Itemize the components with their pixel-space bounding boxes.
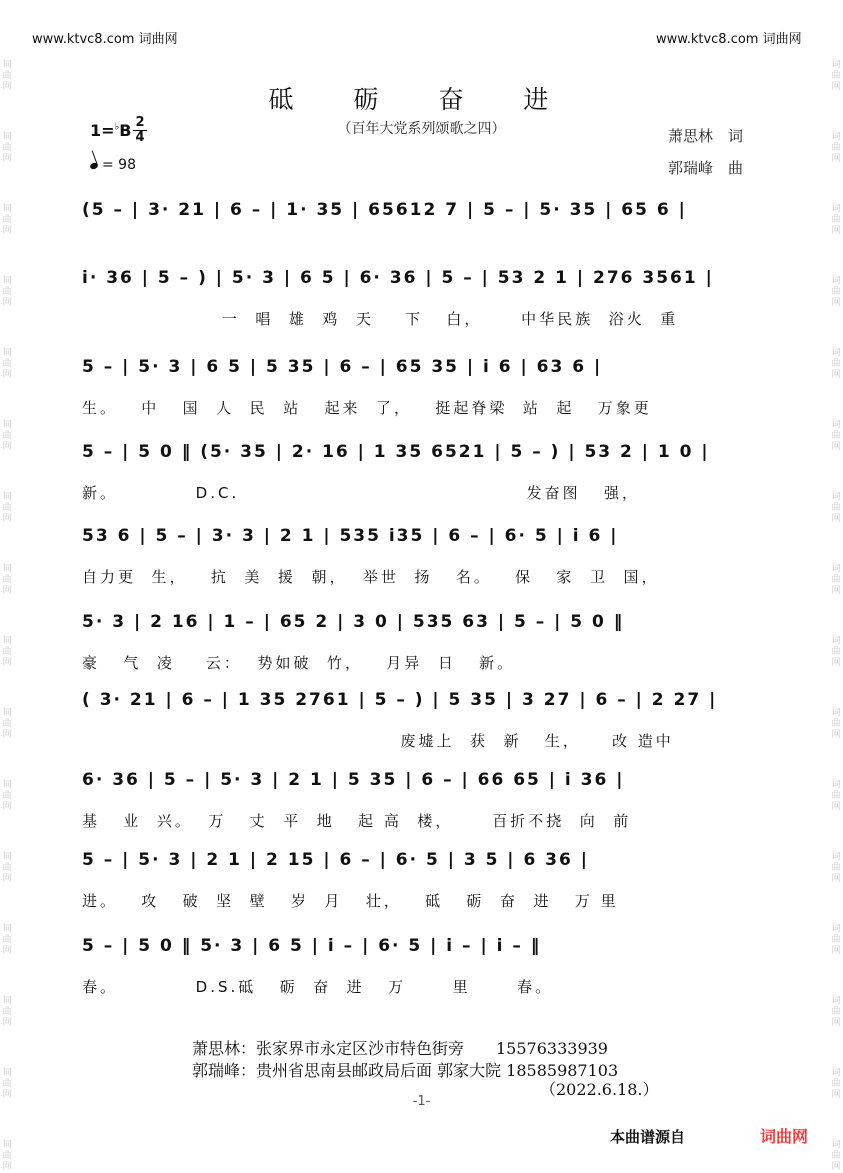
watermark-mark: 词 曲 网 xyxy=(831,996,841,1028)
watermark-mark: 词 曲 网 xyxy=(831,348,841,380)
watermark-mark: 词 曲 网 xyxy=(2,60,12,92)
contact-date: （2022.6.18.） xyxy=(540,1080,659,1099)
watermark-mark: 词 曲 网 xyxy=(2,852,12,884)
watermark-mark: 词 曲 网 xyxy=(831,276,841,308)
composer-credit: 郭瑞峰 曲 xyxy=(668,159,744,177)
notation-line: 5 – | 5 0 ‖ (5· 35 | 2· 16 | 1 35 6521 | 5 – ) | 53 2 | 1 0 | xyxy=(82,442,710,462)
watermark-mark: 词 曲 网 xyxy=(831,852,841,884)
watermark-mark: 词 曲 网 xyxy=(831,924,841,956)
tempo-text: = 98 xyxy=(102,157,136,173)
notation-line: 5 – | 5· 3 | 2 1 | 2 15 | 6 – | 6· 5 | 3 5 | 6 36 | xyxy=(82,850,589,870)
watermark-mark: 词 曲 网 xyxy=(831,780,841,812)
watermark-mark: 词 曲 网 xyxy=(831,204,841,236)
quarter-note-icon xyxy=(89,162,99,170)
watermark-mark: 词 曲 网 xyxy=(2,636,12,668)
notation-line: 5 – | 5 0 ‖ 5· 3 | 6 5 | i – | 6· 5 | i – | i – ‖ xyxy=(82,936,542,956)
watermark-mark: 词 曲 网 xyxy=(831,708,841,740)
right-watermark-strip xyxy=(829,0,843,1172)
time-bottom: 4 xyxy=(133,130,147,145)
site-header-right[interactable]: www.ktvc8.com 词曲网 xyxy=(656,32,802,47)
lyrics-line: 新。 D.C. 发奋图 强， xyxy=(82,484,640,502)
watermark-mark: 词 曲 网 xyxy=(831,564,841,596)
watermark-mark: 词 曲 网 xyxy=(2,420,12,452)
notation-line: 53 6 | 5 – | 3· 3 | 2 1 | 535 i35 | 6 – | 6· 5 | i 6 | xyxy=(82,526,619,546)
watermark-mark: 词 曲 网 xyxy=(2,780,12,812)
lyrics-line: 进。 攻 破 坚 壁 岁 月 壮， 砥 砺 奋 进 万 里 xyxy=(82,892,619,910)
watermark-mark: 词 曲 网 xyxy=(831,1068,841,1100)
lyrics-line: 一 唱 雄 鸡 天 下 白， 中华民族 浴火 重 xyxy=(82,310,679,328)
watermark-mark: 词 曲 网 xyxy=(2,204,12,236)
notation-line: ( 3· 21 | 6 – | 1 35 2761 | 5 – ) | 5 35 | 3 27 | 6 – | 2 27 | xyxy=(82,690,718,710)
watermark-mark: 词 曲 网 xyxy=(831,636,841,668)
lyrics-line: 废墟上 获 新 生， 改 造中 xyxy=(82,732,674,750)
watermark-mark: 词 曲 网 xyxy=(2,708,12,740)
notation-line: i· 36 | 5 – ) | 5· 3 | 6 5 | 6· 36 | 5 – | 53 2 1 | 276 3561 | xyxy=(82,268,714,288)
time-top: 2 xyxy=(135,115,145,130)
notation-line: 5 – | 5· 3 | 6 5 | 5 35 | 6 – | 65 35 | i 6 | 63 6 | xyxy=(82,357,603,377)
key-label: 1= xyxy=(90,121,115,140)
watermark-mark: 词 曲 网 xyxy=(831,492,841,524)
watermark-mark: 词 曲 网 xyxy=(2,996,12,1028)
page-number: -1- xyxy=(412,1094,431,1109)
song-title: 砥 砺 奋 进 xyxy=(268,85,575,114)
tempo-mark xyxy=(90,157,136,173)
contact-composer: 郭瑞峰：贵州省思南县邮政局后面 郭家大院 18585987103 xyxy=(192,1061,619,1080)
watermark-mark: 词 曲 网 xyxy=(2,348,12,380)
watermark-mark: 词 曲 网 xyxy=(2,492,12,524)
flat-sign: ♭ xyxy=(114,121,120,133)
notation-line: (5 – | 3· 21 | 6 – | 1· 35 | 65612 7 | 5 – | 5· 35 | 65 6 | xyxy=(82,200,687,220)
watermark-mark: 词 曲 网 xyxy=(2,1140,12,1172)
notation-line: 6· 36 | 5 – | 5· 3 | 2 1 | 5 35 | 6 – | 66 65 | i 36 | xyxy=(82,770,625,790)
contact-lyricist: 萧思林：张家界市永定区沙市特色街旁 15576333939 xyxy=(192,1039,608,1058)
watermark-mark: 词 曲 网 xyxy=(2,276,12,308)
key-note: B xyxy=(119,121,132,140)
left-watermark-strip xyxy=(0,0,14,1172)
watermark-mark: 词 曲 网 xyxy=(2,924,12,956)
watermark-mark: 词 曲 网 xyxy=(831,132,841,164)
source-brand-link[interactable]: 词曲网 xyxy=(760,1127,809,1146)
notation-line: 5· 3 | 2 16 | 1 – | 65 2 | 3 0 | 535 63 | 5 – | 5 0 ‖ xyxy=(82,612,625,632)
watermark-mark: 词 曲 网 xyxy=(2,564,12,596)
lyricist-credit: 萧思林 词 xyxy=(668,127,744,145)
watermark-mark: 词 曲 网 xyxy=(2,1068,12,1100)
lyrics-line: 自力更 生， 抗 美 援 朝， 举世 扬 名。 保 家 卫 国， xyxy=(82,568,660,586)
watermark-mark: 词 曲 网 xyxy=(831,1140,841,1172)
lyrics-line: 基 业 兴。 万 丈 平 地 起 高 楼， 百折不挠 向 前 xyxy=(82,812,632,830)
lyrics-line: 生。 中 国 人 民 站 起来 了， 挺起脊梁 站 起 万象更 xyxy=(82,399,652,417)
time-signature xyxy=(133,116,147,145)
song-subtitle: （百年大党系列颂歌之四） xyxy=(337,121,506,137)
watermark-mark: 词 曲 网 xyxy=(2,132,12,164)
lyrics-line: 豪 气 凌 云： 势如破 竹， 月异 日 新。 xyxy=(82,654,516,672)
site-header-left[interactable]: www.ktvc8.com 词曲网 xyxy=(32,32,178,47)
key-signature xyxy=(90,121,131,140)
watermark-mark: 词 曲 网 xyxy=(831,420,841,452)
lyrics-line: 春。 D.S.砥 砺 奋 进 万 里 春。 xyxy=(82,978,554,996)
source-label: 本曲谱源自 xyxy=(610,1128,686,1146)
watermark-mark: 词 曲 网 xyxy=(831,60,841,92)
